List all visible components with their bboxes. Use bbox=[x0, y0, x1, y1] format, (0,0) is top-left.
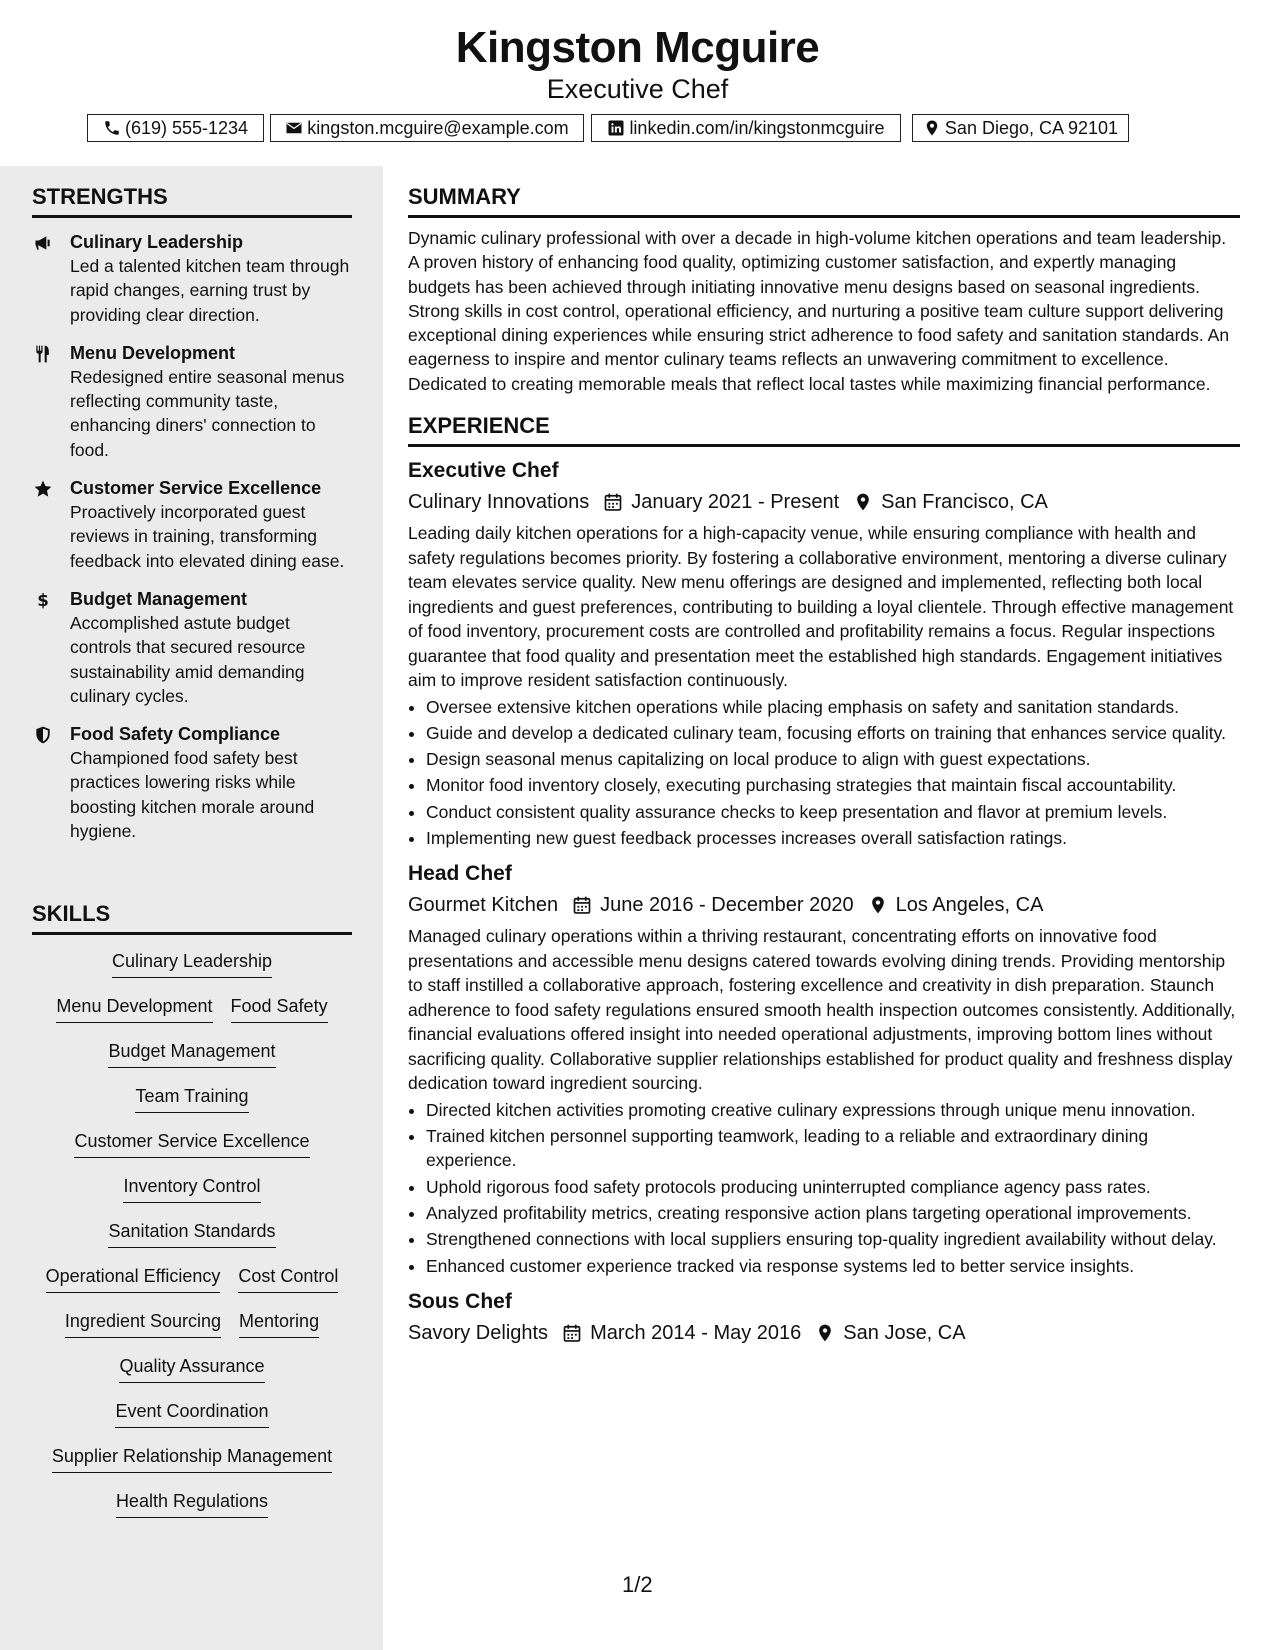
job-bullet: • Conduct consistent quality assurance checks to keep presentation and flavor at premium levels. bbox=[426, 800, 1240, 824]
skill-tag: Team Training bbox=[135, 1084, 248, 1113]
skill-tag: Mentoring bbox=[239, 1309, 319, 1338]
skill-tag: Ingredient Sourcing bbox=[65, 1309, 221, 1338]
job-title: Sous Chef bbox=[408, 1289, 512, 1313]
map-pin-icon bbox=[853, 492, 873, 512]
job-bullet: • Uphold rigorous food safety protocols producing uninterrupted compliance agency pass rates. bbox=[426, 1175, 1240, 1199]
job-bullet: • Enhanced customer experience tracked via response systems led to better service insights. bbox=[426, 1254, 1240, 1278]
job-dates: March 2014 - May 2016 bbox=[590, 1321, 802, 1344]
strength-item bbox=[32, 587, 352, 708]
skill-tag: Culinary Leadership bbox=[112, 949, 272, 978]
experience-heading: EXPERIENCE bbox=[408, 412, 1240, 447]
linkedin-icon bbox=[607, 119, 625, 137]
job-location: San Francisco, CA bbox=[881, 491, 1048, 514]
job-meta bbox=[408, 1318, 1240, 1348]
strength-desc: Redesigned entire seasonal menus reflecting community taste, enhancing diners' connection to food. bbox=[70, 366, 345, 460]
sidebar bbox=[0, 166, 383, 1650]
job-company: Savory Delights bbox=[408, 1321, 549, 1344]
page-number: 1/2 bbox=[622, 1572, 653, 1597]
linkedin-chip[interactable] bbox=[591, 114, 901, 142]
skill-tag: Quality Assurance bbox=[119, 1354, 264, 1383]
strength-desc: Proactively incorporated guest reviews in training, transforming feedback into elevated dining ease. bbox=[70, 502, 345, 571]
skill-tag: Customer Service Excellence bbox=[74, 1129, 309, 1158]
strength-name: Customer Service Excellence bbox=[70, 478, 322, 499]
job-bullet: • Oversee extensive kitchen operations while placing emphasis on safety and sanitation standards. bbox=[426, 695, 1240, 719]
summary-heading: SUMMARY bbox=[408, 183, 1240, 218]
job-company: Gourmet Kitchen bbox=[408, 894, 559, 917]
job-bullet: • Design seasonal menus capitalizing on local produce to align with guest expectations. bbox=[426, 747, 1240, 771]
phone-chip[interactable] bbox=[87, 114, 264, 142]
dollar-icon bbox=[32, 589, 54, 611]
strength-desc: Accomplished astute budget controls that secured resource sustainability amid demanding culinary cycles. bbox=[70, 612, 306, 706]
skill-tag: Operational Efficiency bbox=[46, 1264, 221, 1293]
job-title: Head Chef bbox=[408, 862, 512, 886]
skill-tag: Food Safety bbox=[231, 994, 328, 1023]
job-bullet: • Strengthened connections with local suppliers ensuring top-quality ingredient availability without delay. bbox=[426, 1227, 1240, 1251]
envelope-icon bbox=[285, 119, 303, 137]
contact-bar bbox=[0, 114, 1275, 144]
job-title: Executive Chef bbox=[408, 459, 559, 483]
summary-text: Dynamic culinary professional with over a decade in high-volume kitchen operations and team leadership. A proven history of enhancing food quality, optimizing customer satisfaction, and expertly managing budgets has been achieved through initiating innovative menu designs based on seasonal ingredients. Strong skills in cost control, operational efficiency, and nurturing a positive team culture support delivering exceptional dining experiences while ensuring strict adherence to food safety and sanitation standards. An eagerness to inspire and mentor culinary teams reflects an unwavering commitment to excellence. Dedicated to creating memorable meals that reflect local tastes while maximizing financial performance. bbox=[408, 228, 1230, 394]
job-bullet: • Directed kitchen activities promoting creative culinary expressions through unique menu innovation. bbox=[426, 1098, 1240, 1122]
job-company: Culinary Innovations bbox=[408, 491, 590, 514]
megaphone-icon bbox=[32, 232, 54, 254]
job-bullet: • Monitor food inventory closely, executing purchasing strategies that maintain fiscal accountability. bbox=[426, 773, 1240, 797]
location-chip bbox=[912, 114, 1129, 142]
map-pin-icon bbox=[815, 1323, 835, 1343]
svg-text:$: $ bbox=[37, 590, 49, 610]
calendar-icon bbox=[603, 492, 623, 512]
main-column bbox=[408, 183, 1240, 1348]
job-bullet: • Trained kitchen personnel supporting teamwork, leading to a reliable and extraordinary dining experience. bbox=[426, 1124, 1240, 1173]
job-meta bbox=[408, 890, 1240, 920]
map-pin-icon bbox=[923, 119, 941, 137]
job-bullet: • Analyzed profitability metrics, creating responsive action plans targeting operational improvements. bbox=[426, 1201, 1240, 1225]
job-bullets bbox=[408, 695, 1240, 851]
skill-tag: Sanitation Standards bbox=[108, 1219, 275, 1248]
job-entry bbox=[408, 457, 1240, 850]
strengths-heading: STRENGTHS bbox=[32, 183, 352, 218]
skill-tag: Cost Control bbox=[238, 1264, 338, 1293]
job-meta bbox=[408, 487, 1240, 517]
skill-tag: Supplier Relationship Management bbox=[52, 1444, 332, 1473]
map-pin-icon bbox=[868, 895, 888, 915]
phone-icon bbox=[103, 119, 121, 137]
utensils-icon bbox=[32, 343, 54, 365]
skill-tag: Inventory Control bbox=[123, 1174, 260, 1203]
skills-section bbox=[32, 900, 352, 1530]
strength-desc: Led a talented kitchen team through rapid changes, earning trust by providing clear direction. bbox=[70, 256, 350, 325]
skills-heading: SKILLS bbox=[32, 900, 352, 935]
candidate-name: Kingston Mcguire bbox=[455, 23, 820, 72]
strength-name: Culinary Leadership bbox=[70, 232, 244, 252]
job-bullet: • Implementing new guest feedback processes increases overall satisfaction ratings. bbox=[426, 826, 1240, 850]
job-entry bbox=[408, 1288, 1240, 1348]
skill-tag: Menu Development bbox=[56, 994, 212, 1023]
skills-list bbox=[32, 945, 352, 1530]
calendar-icon bbox=[562, 1323, 582, 1343]
candidate-role: Executive Chef bbox=[546, 74, 729, 104]
strength-item bbox=[32, 230, 352, 327]
strength-item bbox=[32, 341, 352, 462]
email-text: kingston.mcguire@example.com bbox=[307, 117, 569, 138]
job-description: Leading daily kitchen operations for a high-capacity venue, while ensuring compliance with health and safety regulations becomes priority. By fostering a collaborative environment, mentoring a diverse culinary team elevates service quality. New menu offerings are designed and implemented, reflecting both local ingredients and guest preferences, contributing to building a loyal clientele. Through effective management of food inventory, procurement costs are controlled and profitability remains a focus. Regular inspections guarantee that food quality and presentation meet the established high standards. Engagement initiatives aim to improve resident satisfaction continuously. bbox=[408, 523, 1234, 691]
job-location: San Jose, CA bbox=[843, 1321, 966, 1344]
strength-item bbox=[32, 722, 352, 843]
job-dates: January 2021 - Present bbox=[631, 491, 840, 514]
job-bullets bbox=[408, 1098, 1240, 1278]
location-text: San Diego, CA 92101 bbox=[944, 117, 1119, 138]
skill-tag: Event Coordination bbox=[115, 1399, 268, 1428]
phone-text: (619) 555-1234 bbox=[124, 117, 249, 138]
strength-desc: Championed food safety best practices lowering risks while boosting kitchen morale around hygiene. bbox=[70, 748, 315, 842]
job-bullet: • Guide and develop a dedicated culinary team, focusing efforts on training that enhances service quality. bbox=[426, 721, 1240, 745]
resume-header bbox=[0, 0, 1275, 166]
job-dates: June 2016 - December 2020 bbox=[600, 894, 854, 917]
strength-item bbox=[32, 476, 352, 573]
job-description: Managed culinary operations within a thriving restaurant, concentrating efforts on innovative food presentations and accessible menu designs catered towards evolving dining trends. Providing mentorship to staff instilled a collaborative approach, fostering excellence and creativity in dish preparation. Staunch adherence to food safety regulations ensured smooth health inspection outcomes consistently. Additionally, financial evaluations offered insight into needed operational adjustments, improving bottom lines without sacrificing quality. Collaborative supplier relationships established for product quality and freshness display dedication toward ingredient sourcing. bbox=[408, 926, 1236, 1094]
star-icon bbox=[32, 478, 54, 500]
strength-name: Food Safety Compliance bbox=[70, 724, 281, 745]
job-entry bbox=[408, 860, 1240, 1278]
skill-tag: Budget Management bbox=[108, 1039, 275, 1068]
calendar-icon bbox=[572, 895, 592, 915]
email-chip[interactable] bbox=[270, 114, 584, 142]
linkedin-text: linkedin.com/in/kingstonmcguire bbox=[629, 117, 885, 138]
strengths-section bbox=[32, 183, 352, 857]
skill-tag: Health Regulations bbox=[116, 1489, 268, 1518]
strengths-list bbox=[32, 230, 352, 843]
shield-icon bbox=[32, 724, 54, 746]
strength-name: Budget Management bbox=[70, 588, 248, 609]
job-location: Los Angeles, CA bbox=[895, 894, 1044, 917]
strength-name: Menu Development bbox=[70, 342, 236, 363]
